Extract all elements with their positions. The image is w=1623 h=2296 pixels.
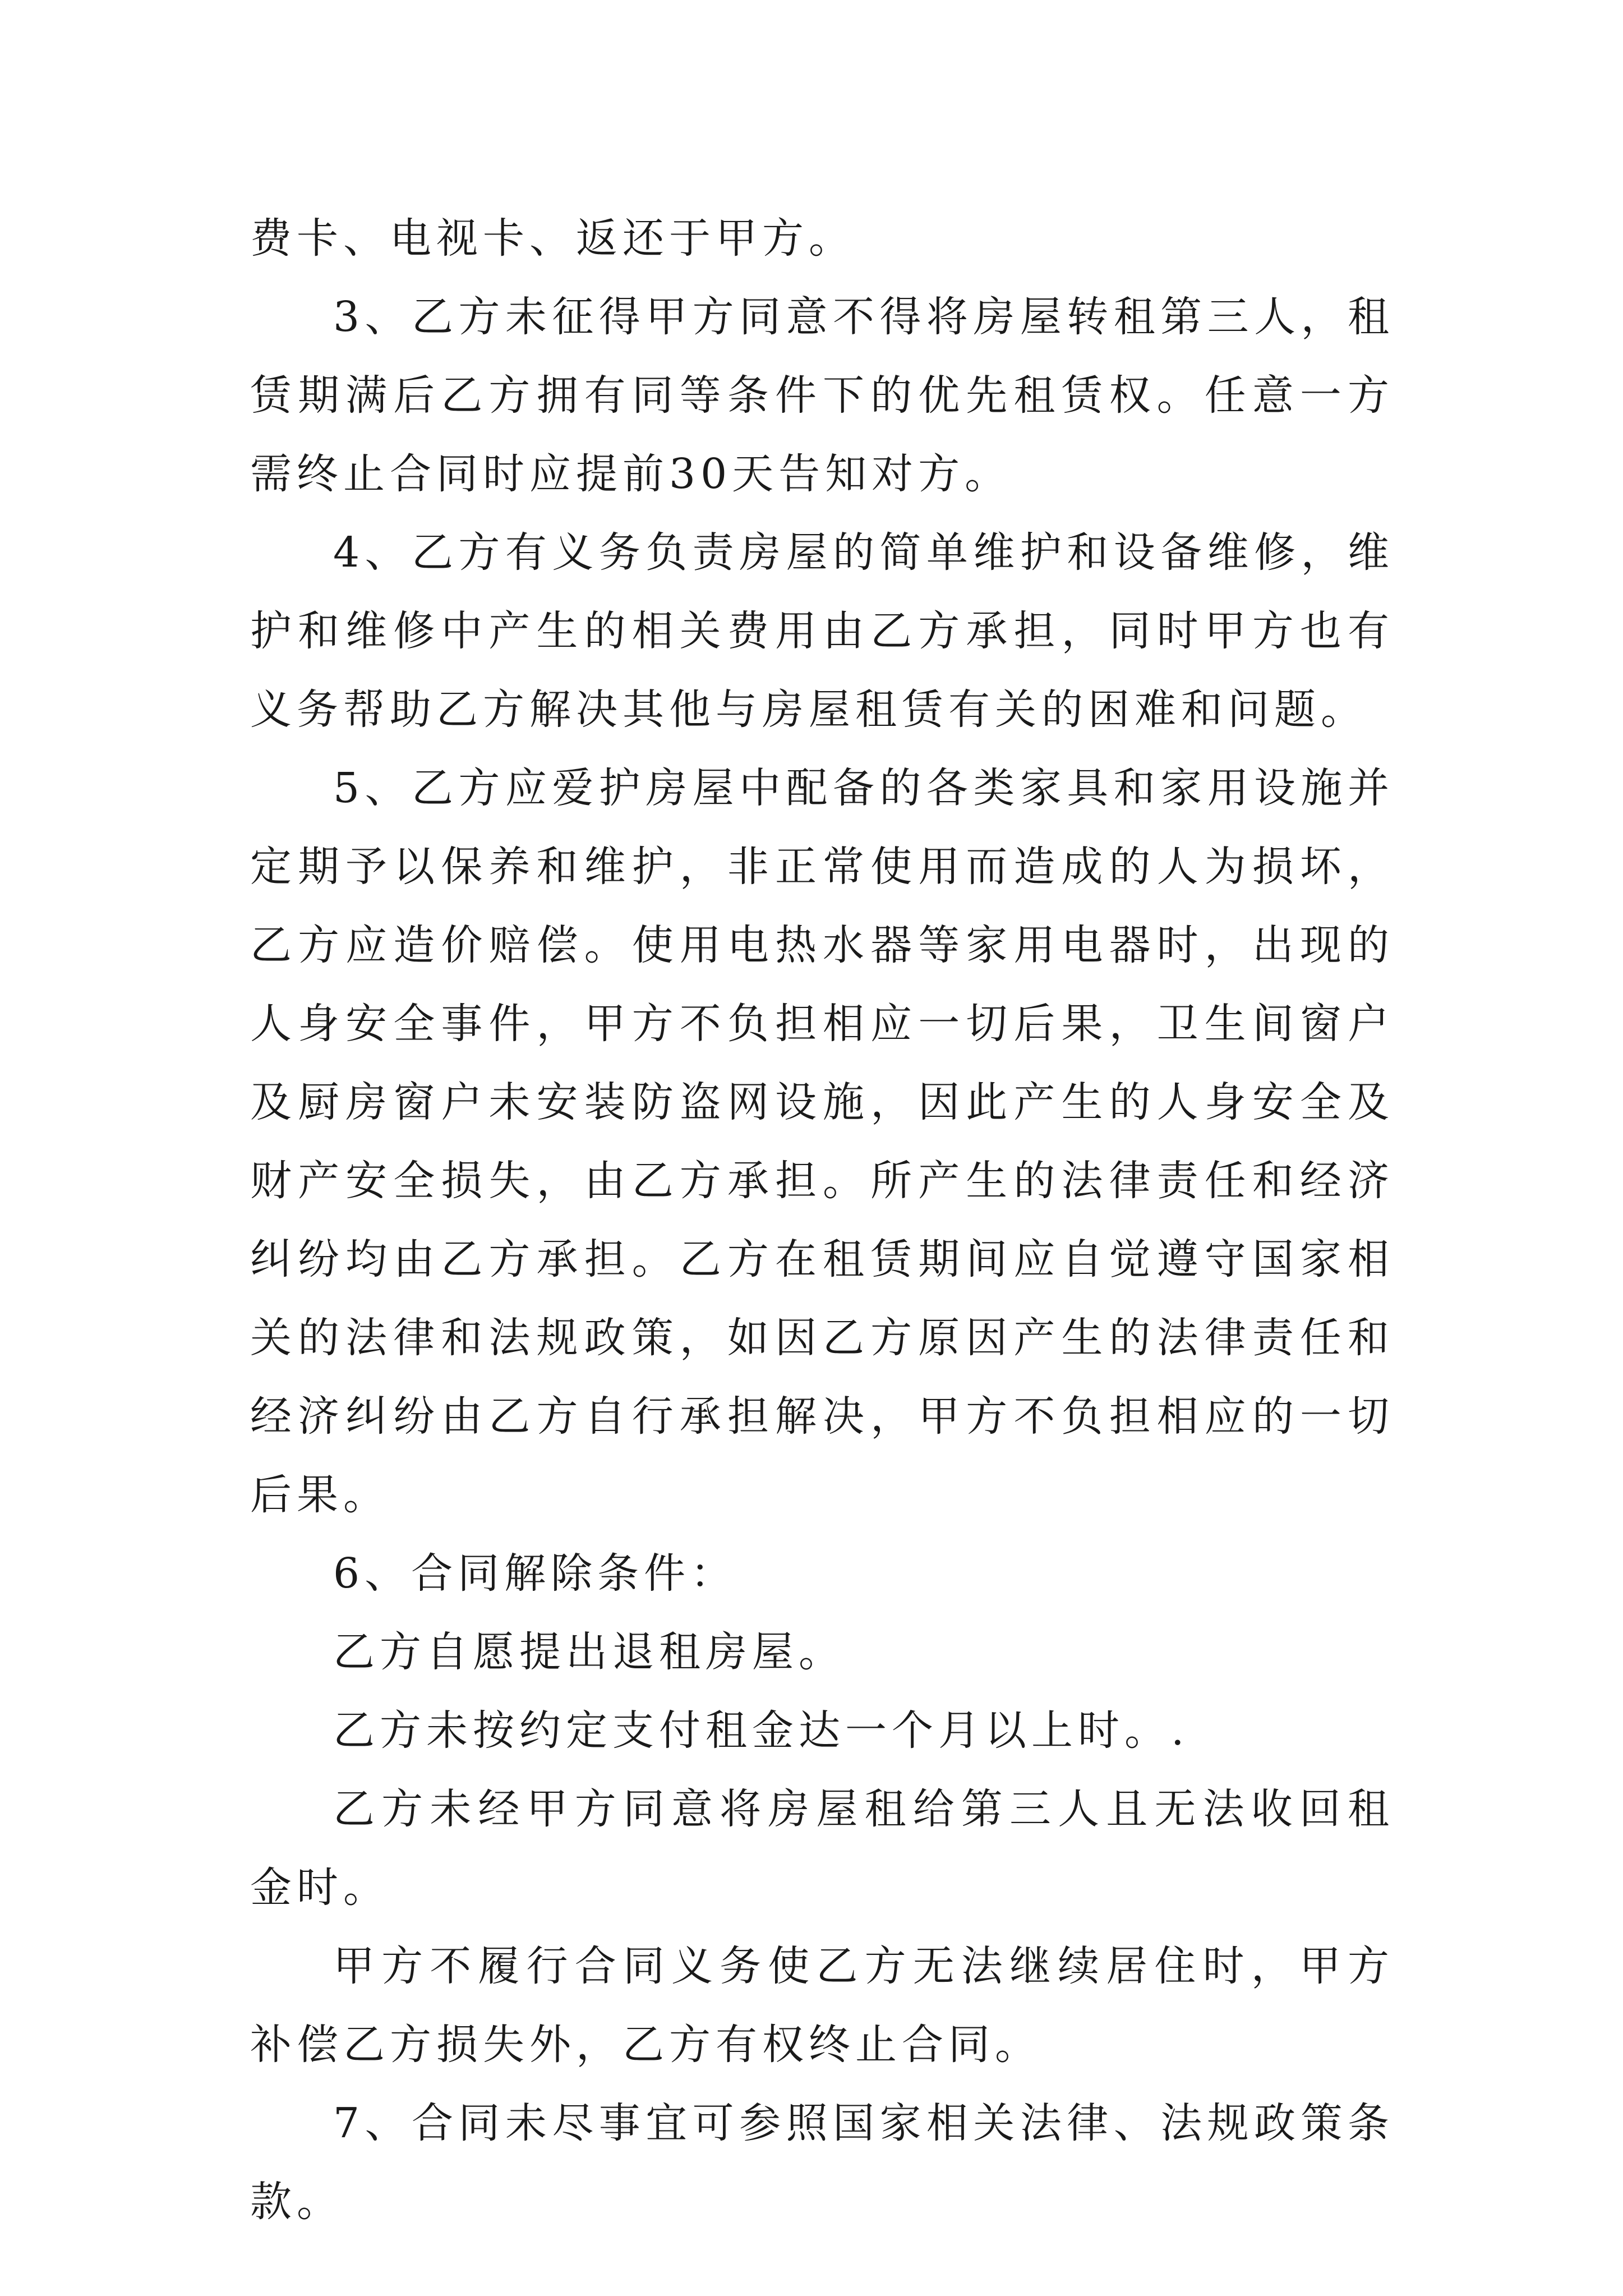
continuation-paragraph: 费卡、电视卡、返还于甲方。 (250, 214, 855, 263)
clause-6-item-d: 甲方不履行合同义务使乙方无法继续居住时，甲方补偿乙方损失外，乙方有权终止合同。 (250, 1942, 1394, 2069)
clause-6-item-a: 乙方自愿提出退租房屋。 (333, 1628, 845, 1676)
clause-6-heading: 6、合同解除条件： (333, 1549, 737, 1598)
clause-6-item-b: 乙方未按约定支付租金达一个月以上时。. (333, 1706, 1189, 1755)
clause-7-paragraph: 7、合同未尽事宜可参照国家相关法律、法规政策条款。 (250, 2099, 1394, 2226)
contract-body (250, 199, 1394, 2241)
clause-4-paragraph: 4、乙方有义务负责房屋的简单维护和设备维修，维护和维修中产生的相关费用由乙方承担，同时甲方也有义务帮助乙方解决其他与房屋租赁有关的困难和问题。 (250, 528, 1394, 734)
clause-6-item-c: 乙方未经甲方同意将房屋租给第三人且无法收回租金时。 (250, 1785, 1394, 1912)
clause-5-paragraph: 5、乙方应爱护房屋中配备的各类家具和家用设施并定期予以保养和维护，非正常使用而造成的人为损坏，乙方应造价赔偿。使用电热水器等家用电器时，出现的人身安全事件，甲方不负担相应一切后果，卫生间窗户及厨房窗户未安装防盗网设施，因此产生的人身安全及财产安全损失，由乙方承担。所产生的法律责任和经济纠纷均由乙方承担。乙方在租赁期间应自觉遵守国家相关的法律和法规政策，如因乙方原因产生的法律责任和经济纠纷由乙方自行承担解决，甲方不负担相应的一切后果。 (250, 764, 1394, 1519)
clause-3-paragraph: 3、乙方未征得甲方同意不得将房屋转租第三人，租赁期满后乙方拥有同等条件下的优先租赁权。任意一方需终止合同时应提前30天告知对方。 (250, 293, 1394, 498)
